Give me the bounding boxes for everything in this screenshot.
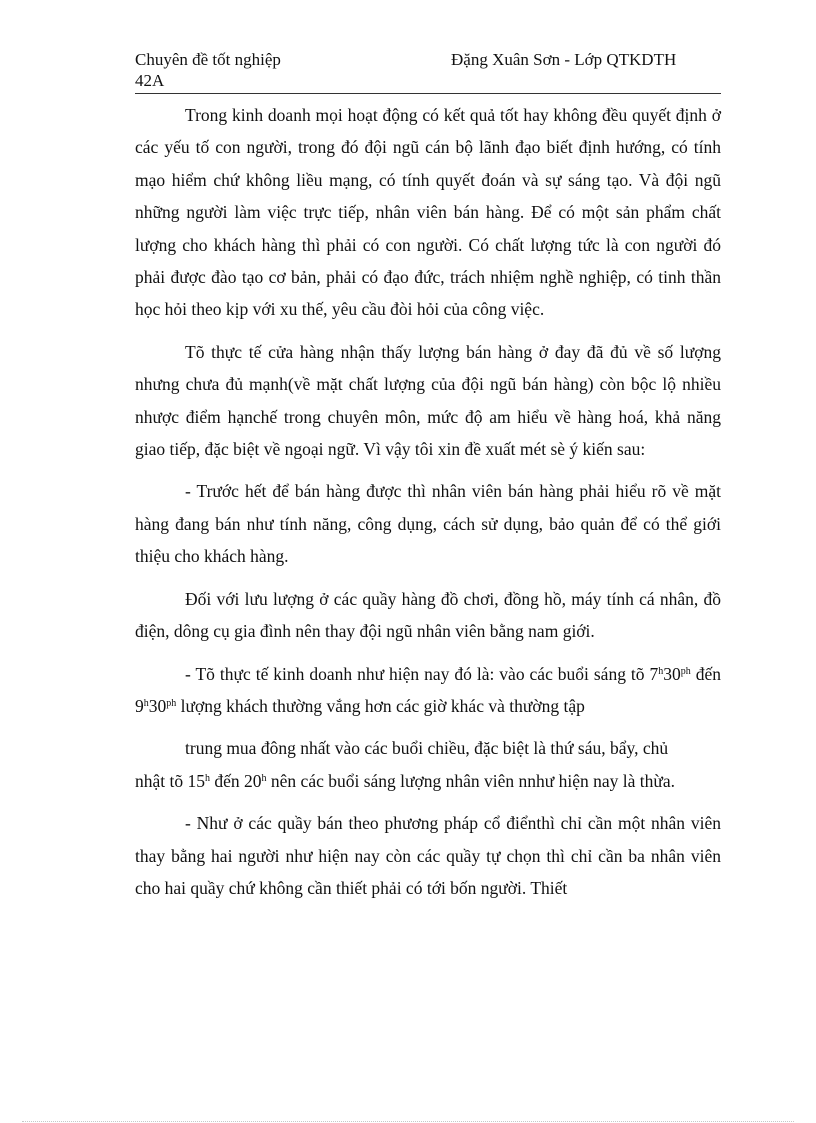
paragraph-6-tail: nên các buổi sáng lượng nhân viên nnhư hiện nay là thừa. (266, 770, 676, 791)
paragraph-4: Đối với lưu lượng ở các quầy hàng đồ chơi, đồng hồ, máy tính cá nhân, đồ điện, dông cụ gia đình nên thay đội ngũ nhân viên bằng nam giới. (135, 588, 721, 642)
page-bottom-border (22, 1121, 794, 1122)
paragraph-5-number: 30 (663, 663, 681, 684)
paragraph-5-number: 30 (148, 695, 167, 716)
superscript-minute: ph (166, 697, 177, 709)
paragraph-2: Tõ thực tế cửa hàng nhận thấy lượng bán hàng ở đay đã đủ về số lượng nhưng chưa đủ mạnh(về mặt chất lượng của đội ngũ bán hàng) còn bộc lộ nhiều nhược điểm hạnchế trong chuyên môn, mức độ am hiểu về hàng hoá, khả năng giao tiếp, đặc biệt về ngoại ngữ. Vì vậy tôi xin đề xuất mét sè ý kiến sau: (135, 341, 721, 460)
header-document-title: Chuyên đề tốt nghiệp (135, 50, 281, 69)
paragraph-6 (135, 765, 721, 797)
superscript-minute: ph (680, 665, 691, 677)
document-body (135, 99, 721, 914)
paragraph-5-tail: lượng khách thường vắng hơn các giờ khác và thường tập (176, 695, 585, 716)
paragraph-7: - Như ở các quầy bán theo phương pháp cổ điểnthì chỉ cần một nhân viên thay bằng hai người như hiện nay còn các quầy tự chọn thì chỉ cần ba nhân viên cho hai quầy chứ không cần thiết phải có tới bốn người. Thiết (135, 813, 721, 898)
paragraph-3: - Trước hết để bán hàng được thì nhân viên bán hàng phải hiểu rõ về mặt hàng đang bán như tính năng, công dụng, cách sử dụng, bảo quản để có thể giới thiệu cho khách hàng. (135, 481, 721, 567)
paragraph-5 (135, 658, 721, 723)
header-divider (135, 93, 721, 94)
paragraph-6-line-1: trung mua đông nhất vào các buổi chiều, đặc biệt là thứ sáu, bẩy, chủ (185, 738, 669, 759)
paragraph-6-mid: đến 20 (210, 770, 262, 791)
paragraph-5-mid: đến 9 (135, 663, 721, 716)
header-class-continuation: 42A (135, 71, 165, 90)
superscript-hour: h (658, 665, 664, 677)
paragraph-1: Trong kinh doanh mọi hoạt động có kết quả tốt hay không đều quyết định ở các yếu tố con người, trong đó đội ngũ cán bộ lãnh đạo biết định hướng, có tính mạo hiểm chứ không liều mạng, có tính quyết đoán và sự sáng tạo. Và đội ngũ những người làm việc trực tiếp, nhân viên bán hàng. Để có một sản phẩm chất lượng cho khách hàng thì phải có con người. Có chất lượng tức là con người đó phải được đào tạo cơ bản, phải có đạo đức, trách nhiệm nghề nghiệp, có tinh thần học hỏi theo kịp với xu thế, yêu cầu đòi hỏi của công việc. (135, 105, 721, 320)
paragraph-6-lead: nhật tõ 15 (135, 770, 205, 791)
superscript-hour: h (261, 772, 267, 784)
header-author: Đặng Xuân Sơn - Lớp QTKDTH (451, 50, 677, 69)
paragraph-5-lead: - Tõ thực tế kinh doanh như hiện nay đó là: vào các buổi sáng tõ 7 (185, 663, 659, 684)
superscript-hour: h (205, 772, 210, 784)
superscript-hour: h (143, 697, 149, 709)
